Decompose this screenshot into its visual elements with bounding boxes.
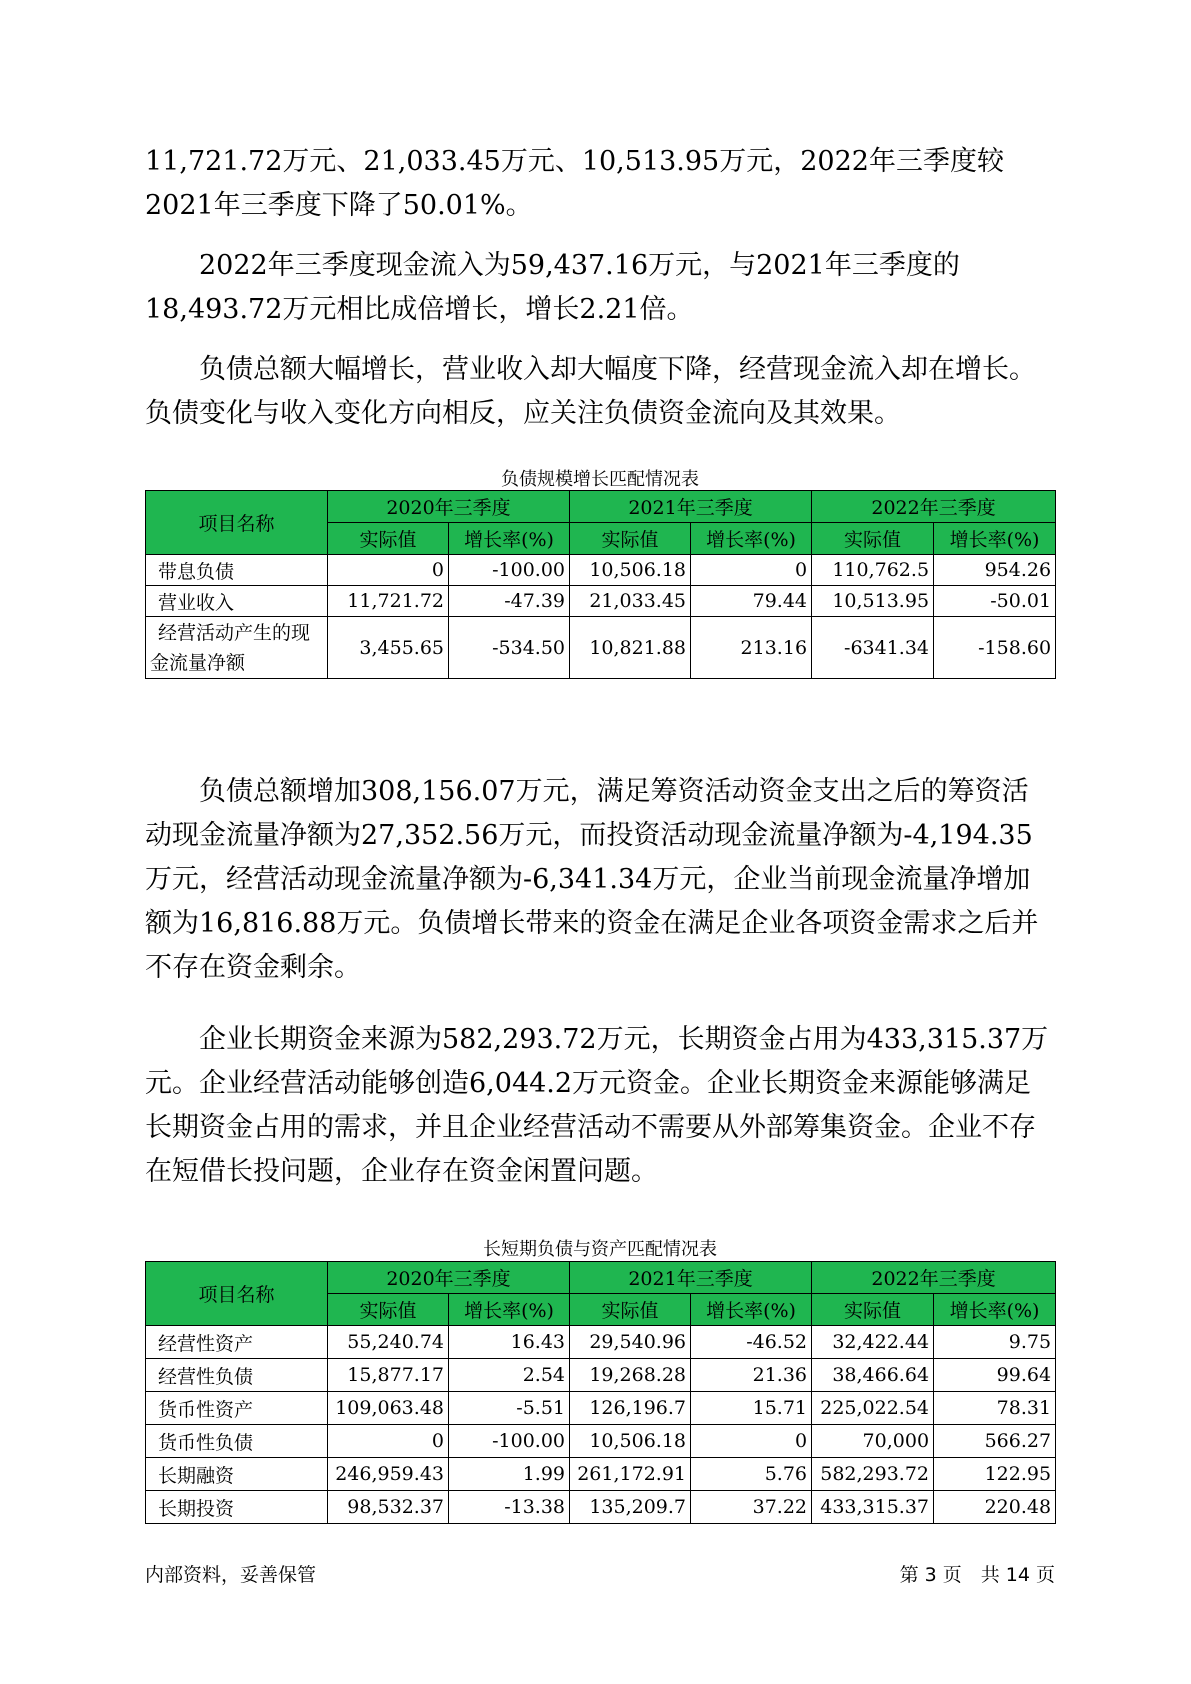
header-growth: 增长率(%) <box>934 523 1056 555</box>
cell: 582,293.72 <box>812 1458 934 1491</box>
table-row <box>146 1425 1056 1458</box>
row-name: 货币性资产 <box>146 1392 328 1425</box>
row-name: 货币性负债 <box>146 1425 328 1458</box>
cell: 0 <box>328 555 449 586</box>
cell: -13.38 <box>449 1491 570 1524</box>
cell: 0 <box>328 1425 449 1458</box>
cell: 21.36 <box>691 1359 812 1392</box>
cell: 3,455.65 <box>328 617 449 679</box>
cell: 11,721.72 <box>328 586 449 617</box>
cell: -47.39 <box>449 586 570 617</box>
cell: -534.50 <box>449 617 570 679</box>
cell: 10,513.95 <box>812 586 934 617</box>
cell: 246,959.43 <box>328 1458 449 1491</box>
paragraph-2: 2022年三季度现金流入为59,437.16万元，与2021年三季度的18,493.72万元相比成倍增长，增长2.21倍。 <box>145 250 960 325</box>
cell: 122.95 <box>934 1458 1056 1491</box>
row-name: 经营性资产 <box>146 1326 328 1359</box>
table1-title: 负债规模增长匹配情况表 <box>501 469 699 490</box>
cell: 79.44 <box>691 586 812 617</box>
cell: 15.71 <box>691 1392 812 1425</box>
cell: 70,000 <box>812 1425 934 1458</box>
header-2022: 2022年三季度 <box>812 1262 1056 1294</box>
cell: 1.99 <box>449 1458 570 1491</box>
table-row <box>146 1392 1056 1425</box>
footer-confidential: 内部资料，妥善保管 <box>145 1564 317 1586</box>
table-row <box>146 1458 1056 1491</box>
cell: 10,506.18 <box>570 555 691 586</box>
cell: -46.52 <box>691 1326 812 1359</box>
cell: 5.76 <box>691 1458 812 1491</box>
table2-title: 长短期负债与资产匹配情况表 <box>483 1239 717 1260</box>
paragraph-1: 11,721.72万元、21,033.45万元、10,513.95万元，2022年三季度较2021年三季度下降了50.01%。 <box>145 146 1004 221</box>
cell: 110,762.5 <box>812 555 934 586</box>
cell: 10,506.18 <box>570 1425 691 1458</box>
cell: 433,315.37 <box>812 1491 934 1524</box>
cell: 261,172.91 <box>570 1458 691 1491</box>
row-name: 经营活动产生的现金流量净额 <box>146 617 328 679</box>
cell: 15,877.17 <box>328 1359 449 1392</box>
cell: 19,268.28 <box>570 1359 691 1392</box>
table-row <box>146 1359 1056 1392</box>
cell: 32,422.44 <box>812 1326 934 1359</box>
cell: 220.48 <box>934 1491 1056 1524</box>
cell: 37.22 <box>691 1491 812 1524</box>
header-2021: 2021年三季度 <box>570 1262 812 1294</box>
cell: 954.26 <box>934 555 1056 586</box>
table-row <box>146 617 1056 679</box>
paragraph-3: 负债总额大幅增长，营业收入却大幅度下降，经营现金流入却在增长。负债变化与收入变化方向相反，应关注负债资金流向及其效果。 <box>145 354 1036 429</box>
header-growth: 增长率(%) <box>449 523 570 555</box>
liability-growth-table <box>145 490 1056 679</box>
header-growth: 增长率(%) <box>449 1294 570 1326</box>
cell: 10,821.88 <box>570 617 691 679</box>
row-name: 经营性负债 <box>146 1359 328 1392</box>
cell: 225,022.54 <box>812 1392 934 1425</box>
cell: 99.64 <box>934 1359 1056 1392</box>
row-name: 长期投资 <box>146 1491 328 1524</box>
cell: 98,532.37 <box>328 1491 449 1524</box>
cell: -50.01 <box>934 586 1056 617</box>
asset-liability-match-table <box>145 1261 1056 1524</box>
cell: 0 <box>691 1425 812 1458</box>
cell: -6341.34 <box>812 617 934 679</box>
cell: 213.16 <box>691 617 812 679</box>
row-name: 长期融资 <box>146 1458 328 1491</box>
table-row <box>146 555 1056 586</box>
header-actual: 实际值 <box>812 523 934 555</box>
paragraph-5: 企业长期资金来源为582,293.72万元，长期资金占用为433,315.37万元。企业经营活动能够创造6,044.2万元资金。企业长期资金来源能够满足长期资金占用的需求，并且企业经营活动不需要从外部筹集资金。企业不存在短借长投问题，企业存在资金闲置问题。 <box>145 1024 1049 1187</box>
cell: 38,466.64 <box>812 1359 934 1392</box>
cell: 9.75 <box>934 1326 1056 1359</box>
header-actual: 实际值 <box>328 1294 449 1326</box>
header-item-name: 项目名称 <box>146 1262 328 1326</box>
cell: -100.00 <box>449 555 570 586</box>
cell: 566.27 <box>934 1425 1056 1458</box>
row-name: 营业收入 <box>146 586 328 617</box>
header-growth: 增长率(%) <box>934 1294 1056 1326</box>
table-row <box>146 586 1056 617</box>
table-row <box>146 1491 1056 1524</box>
cell: 29,540.96 <box>570 1326 691 1359</box>
cell: 109,063.48 <box>328 1392 449 1425</box>
cell: -100.00 <box>449 1425 570 1458</box>
cell: 126,196.7 <box>570 1392 691 1425</box>
cell: 135,209.7 <box>570 1491 691 1524</box>
header-2022: 2022年三季度 <box>812 491 1056 523</box>
header-item-name: 项目名称 <box>146 491 328 555</box>
cell: 0 <box>691 555 812 586</box>
cell: 16.43 <box>449 1326 570 1359</box>
paragraph-4: 负债总额增加308,156.07万元，满足筹资活动资金支出之后的筹资活动现金流量净额为27,352.56万元，而投资活动现金流量净额为-4,194.35万元，经营活动现金流量净额为-6,341.34万元，企业当前现金流量净增加额为16,816.88万元。负债增长带来的资金在满足企业各项资金需求之后并不存在资金剩余。 <box>145 776 1039 983</box>
header-2020: 2020年三季度 <box>328 1262 570 1294</box>
header-actual: 实际值 <box>328 523 449 555</box>
cell: 78.31 <box>934 1392 1056 1425</box>
header-actual: 实际值 <box>570 1294 691 1326</box>
header-2021: 2021年三季度 <box>570 491 812 523</box>
header-growth: 增长率(%) <box>691 523 812 555</box>
row-name: 带息负债 <box>146 555 328 586</box>
header-growth: 增长率(%) <box>691 1294 812 1326</box>
header-actual: 实际值 <box>812 1294 934 1326</box>
header-2020: 2020年三季度 <box>328 491 570 523</box>
cell: 55,240.74 <box>328 1326 449 1359</box>
cell: 2.54 <box>449 1359 570 1392</box>
table-row <box>146 1326 1056 1359</box>
header-actual: 实际值 <box>570 523 691 555</box>
cell: -5.51 <box>449 1392 570 1425</box>
cell: 21,033.45 <box>570 586 691 617</box>
cell: -158.60 <box>934 617 1056 679</box>
footer-page-number: 第 3 页 共 14 页 <box>899 1564 1055 1586</box>
